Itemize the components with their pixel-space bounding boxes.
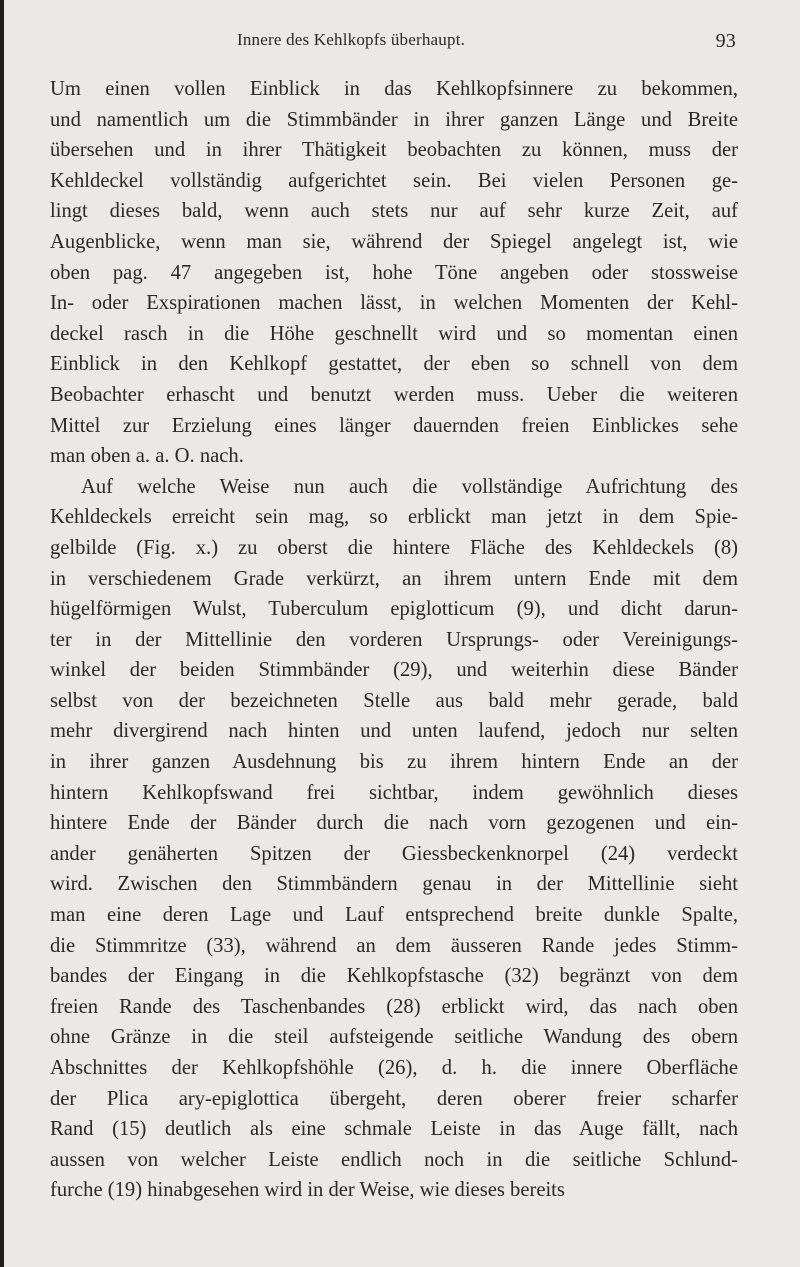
text-line: Abschnittes der Kehlkopfshöhle (26), d. h. die innere Oberfläche [50, 1057, 738, 1079]
text-line: deckel rasch in die Höhe geschnellt wird und so momentan einen [50, 322, 738, 345]
text-line: in ihrer ganzen Ausdehnung bis zu ihrem hintern Ende an der [50, 751, 738, 774]
text-line: in verschiedenem Grade verkürzt, an ihrem untern Ende mit dem [50, 567, 738, 590]
text-line: selbst von der bezeichneten Stelle aus bald mehr gerade, bald [50, 689, 738, 712]
text-line: man eine deren Lage und Lauf entsprechend breite dunkle Spalte, [50, 904, 738, 927]
text-line: Um einen vollen Einblick in das Kehlkopfsinnere zu bekommen, [50, 78, 738, 100]
text-line: der Plica ary-epiglottica übergeht, deren oberer freier scharfer [50, 1087, 738, 1110]
text-line: lingt dieses bald, wenn auch stets nur auf sehr kurze Zeit, auf [50, 200, 738, 223]
text-line: Augenblicke, wenn man sie, während der Spiegel angelegt ist, wie [50, 230, 738, 253]
text-line: ter in der Mittellinie den vorderen Ursprungs- oder Vereinigungs- [50, 628, 738, 651]
text-line: aussen von welcher Leiste endlich noch in die seitliche Schlund- [50, 1148, 738, 1171]
paragraph [50, 472, 738, 1206]
running-head [48, 30, 736, 54]
text-line: gelbilde (Fig. x.) zu oberst die hintere Fläche des Kehldeckels (8) [50, 536, 738, 559]
text-line: ander genäherten Spitzen der Giessbeckenknorpel (24) verdeckt [50, 842, 738, 865]
text-line: Beobachter erhascht und benutzt werden muss. Ueber die weiteren [50, 383, 738, 406]
text-line: hintere Ende der Bänder durch die nach vorn gezogenen und ein- [50, 812, 738, 835]
text-line: Kehldeckels erreicht sein mag, so erblickt man jetzt in dem Spie- [50, 506, 738, 529]
text-line: übersehen und in ihrer Thätigkeit beobachten zu können, muss der [50, 139, 738, 162]
text-line: In- oder Exspirationen machen lässt, in welchen Momenten der Kehl- [50, 292, 738, 315]
paragraph [50, 74, 738, 472]
page-number: 93 [715, 30, 736, 52]
text-line: Auf welche Weise nun auch die vollständige Aufrichtung des [81, 475, 738, 498]
text-line: und namentlich um die Stimmbänder in ihrer ganzen Länge und Breite [50, 108, 738, 131]
page-binding-edge [0, 0, 4, 1267]
text-line: bandes der Eingang in die Kehlkopfstasche (32) begränzt von dem [50, 965, 738, 988]
text-line: mehr divergirend nach hinten und unten laufend, jedoch nur selten [50, 720, 738, 743]
body-text [50, 74, 738, 1206]
text-line: hügelförmigen Wulst, Tuberculum epiglotticum (9), und dicht darun- [50, 598, 738, 621]
text-line: ohne Gränze in die steil aufsteigende seitliche Wandung des obern [50, 1026, 738, 1049]
text-line: man oben a. a. O. nach. [50, 445, 244, 468]
text-line: hintern Kehlkopfswand frei sichtbar, indem gewöhnlich dieses [50, 781, 738, 804]
text-line: Mittel zur Erzielung eines länger dauernden freien Einblickes sehe [50, 414, 738, 437]
text-line: wird. Zwischen den Stimmbändern genau in der Mittellinie sieht [50, 873, 738, 896]
text-line: winkel der beiden Stimmbänder (29), und weiterhin diese Bänder [50, 659, 738, 682]
text-line: die Stimmritze (33), während an dem äusseren Rande jedes Stimm- [50, 934, 738, 957]
text-line: Rand (15) deutlich als eine schmale Leiste in das Auge fällt, nach [50, 1118, 738, 1141]
text-line: Kehldeckel vollständig aufgerichtet sein. Bei vielen Personen ge- [50, 169, 738, 192]
text-line: furche (19) hinabgesehen wird in der Weise, wie dieses bereits [50, 1179, 565, 1202]
text-line: freien Rande des Taschenbandes (28) erblickt wird, das nach oben [50, 995, 738, 1018]
running-title: Innere des Kehlkopfs überhaupt. [237, 30, 466, 49]
text-line: Einblick in den Kehlkopf gestattet, der eben so schnell von dem [50, 353, 738, 376]
text-line: oben pag. 47 angegeben ist, hohe Töne angeben oder stossweise [50, 261, 738, 284]
